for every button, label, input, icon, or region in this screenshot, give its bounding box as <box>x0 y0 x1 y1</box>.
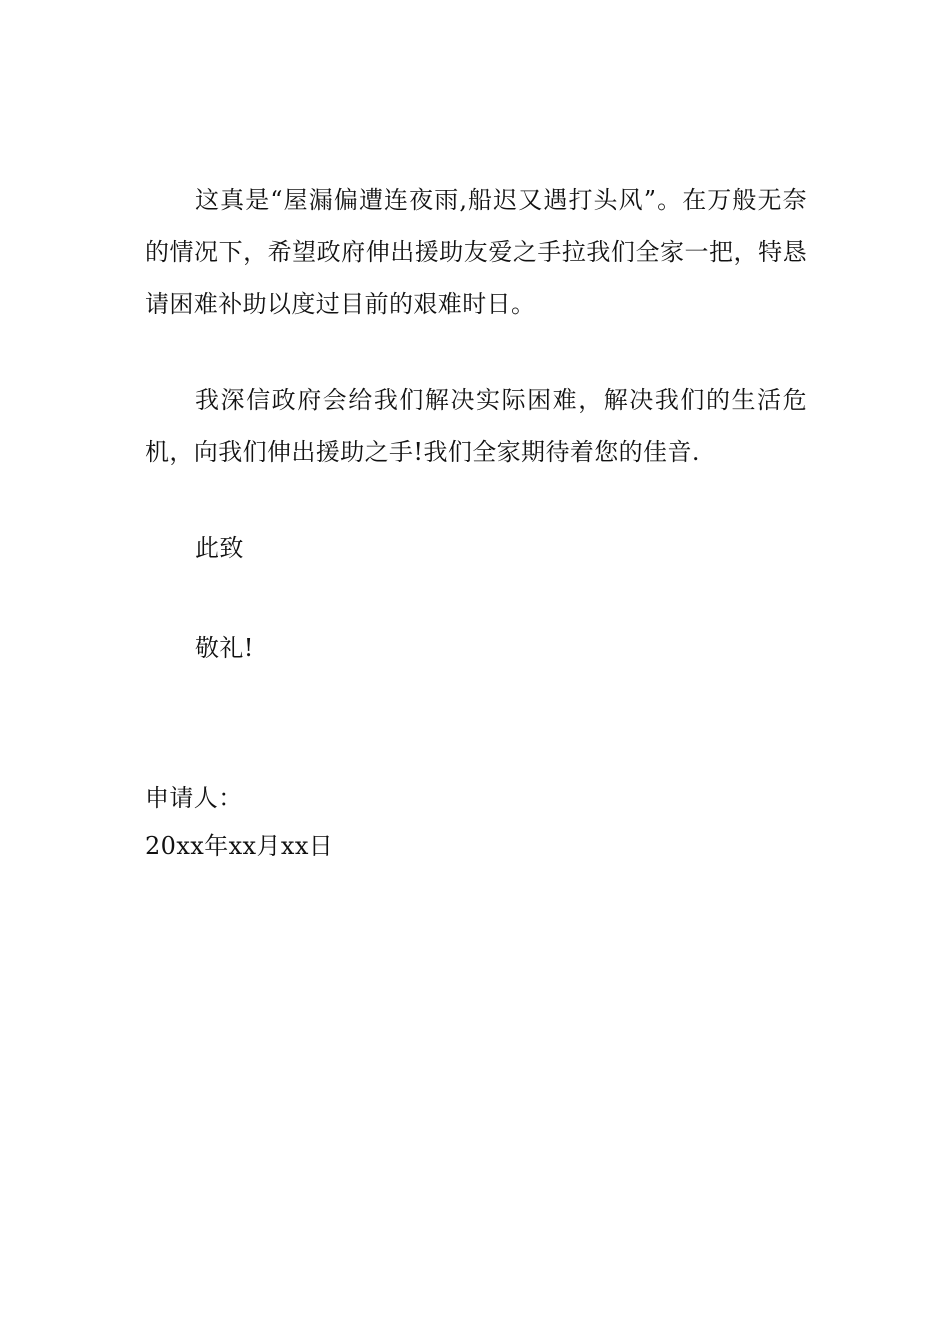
closing-salutation: 此致 <box>195 534 244 562</box>
body-paragraph-1: 这真是“屋漏偏遭连夜雨,船迟又遇打头风”。在万般无奈的情况下，希望政府伸出援助友爱之手拉我们全家一把，特恳请困难补助以度过目前的艰难时日。 <box>145 186 807 318</box>
body-paragraph-2: 我深信政府会给我们解决实际困难，解决我们的生活危机，向我们伸出援助之手!我们全家期待着您的佳音. <box>145 386 807 466</box>
signature-date: 20xx年xx月xx日 <box>145 832 334 860</box>
applicant-label: 申请人： <box>145 784 243 812</box>
closing-regards: 敬礼! <box>195 634 254 662</box>
